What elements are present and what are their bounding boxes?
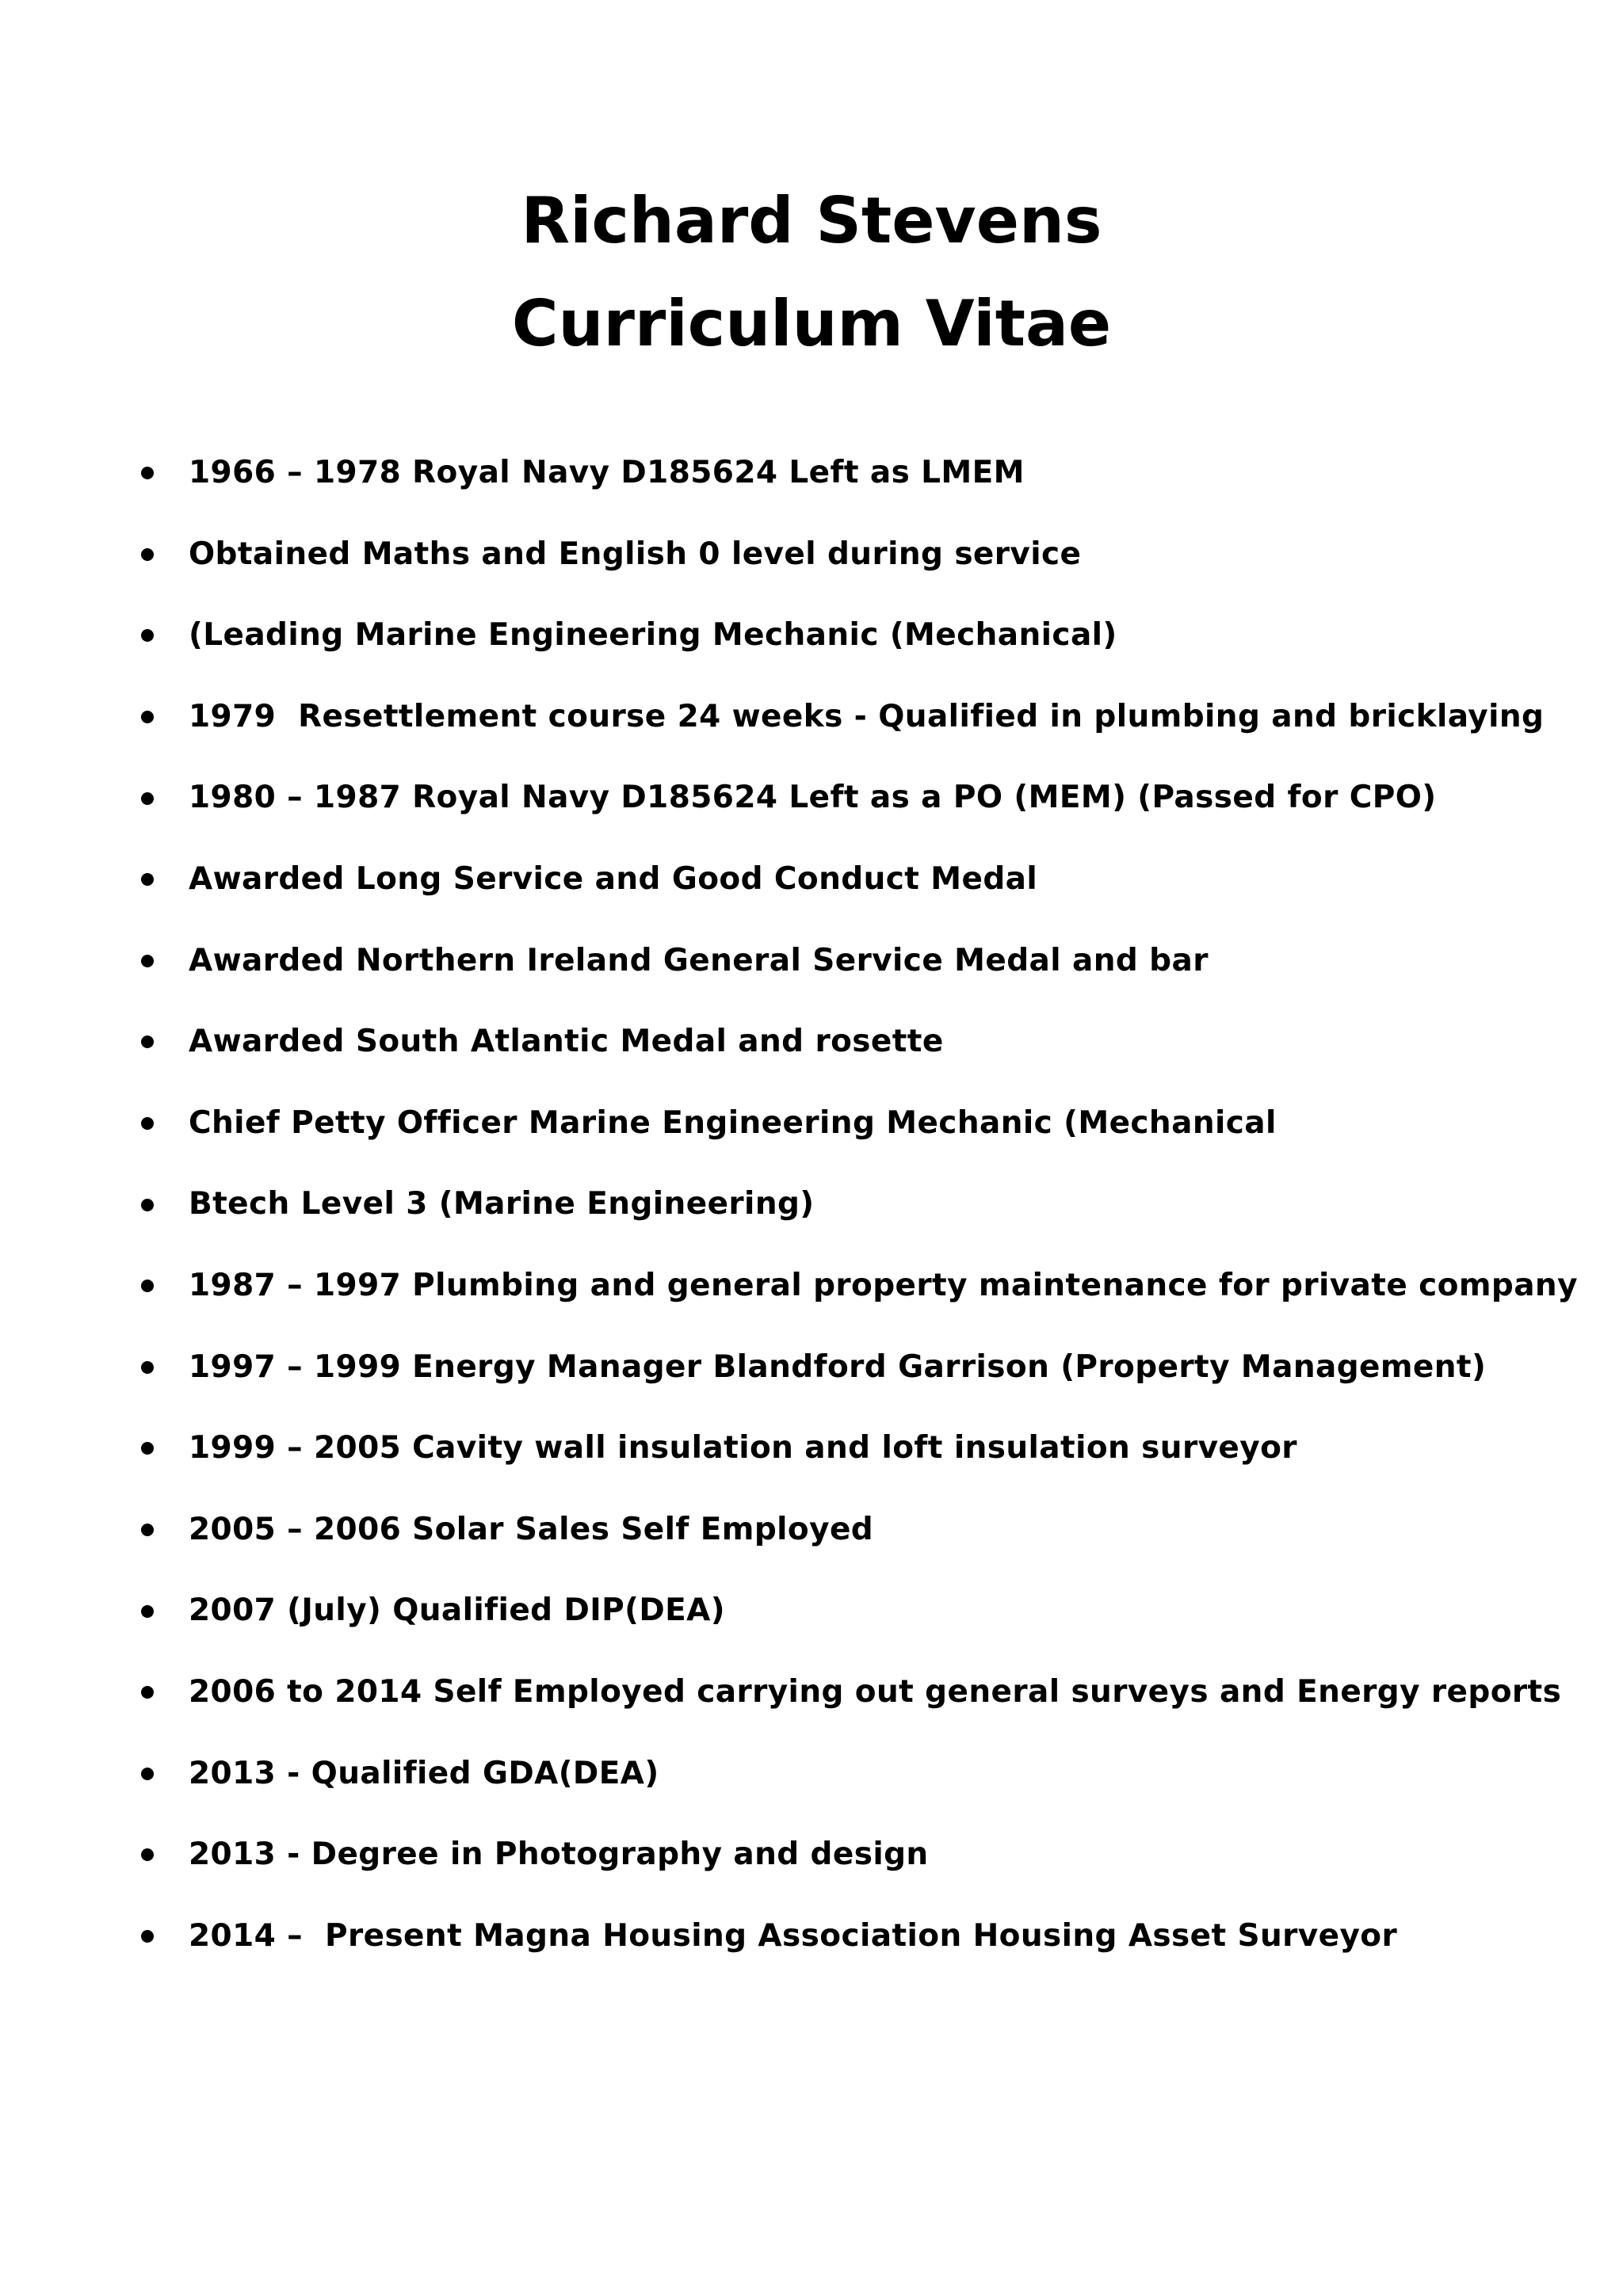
list-item-text: 1987 – 1997 Plumbing and general property maintenance for private company <box>189 1267 1578 1303</box>
bullet-icon <box>141 1733 154 1815</box>
list-item-text: Obtained Maths and English 0 level during service <box>189 536 1082 572</box>
list-item-text: 2013 - Qualified GDA(DEA) <box>189 1755 659 1791</box>
list-item-text: (Leading Marine Engineering Mechanic (Mechanical) <box>189 617 1117 654</box>
list-item-text: 1999 – 2005 Cavity wall insulation and loft insulation surveyor <box>189 1430 1297 1466</box>
title-subtitle: Curriculum Vitae <box>511 287 1112 360</box>
list-item-text: Btech Level 3 (Marine Engineering) <box>189 1186 815 1222</box>
list-item-text: Chief Petty Officer Marine Engineering Mechanic (Mechanical <box>189 1104 1277 1141</box>
bullet-icon <box>141 1164 154 1245</box>
list-item <box>0 1896 1623 1978</box>
list-item <box>0 1164 1623 1245</box>
bullet-icon <box>141 1327 154 1409</box>
list-item <box>0 921 1623 1002</box>
list-item-text: 2007 (July) Qualified DIP(DEA) <box>189 1592 725 1629</box>
bullet-icon <box>141 514 154 596</box>
list-item <box>0 1652 1623 1733</box>
list-item <box>0 433 1623 514</box>
bullet-icon <box>141 1570 154 1652</box>
bullet-icon <box>141 1408 154 1489</box>
list-item-text: 1997 – 1999 Energy Manager Blandford Garrison (Property Management) <box>189 1348 1487 1385</box>
title-name: Richard Stevens <box>521 184 1102 257</box>
list-item <box>0 514 1623 596</box>
page-title <box>0 170 1623 376</box>
list-item <box>0 1245 1623 1327</box>
cv-entry-list <box>0 433 1623 1977</box>
list-item <box>0 1733 1623 1815</box>
list-item <box>0 1083 1623 1165</box>
bullet-icon <box>141 1896 154 1978</box>
list-item <box>0 595 1623 677</box>
list-item-text: 2013 - Degree in Photography and design <box>189 1836 929 1873</box>
list-item <box>0 1408 1623 1489</box>
bullet-icon <box>141 1001 154 1083</box>
list-item <box>0 1327 1623 1409</box>
list-item-text: 2005 – 2006 Solar Sales Self Employed <box>189 1511 874 1547</box>
list-item-text: Awarded South Atlantic Medal and rosette <box>189 1024 944 1060</box>
list-item-text: Awarded Long Service and Good Conduct Medal <box>189 860 1038 897</box>
bullet-icon <box>141 595 154 677</box>
bullet-icon <box>141 433 154 514</box>
list-item <box>0 757 1623 839</box>
list-item <box>0 1001 1623 1083</box>
bullet-icon <box>141 757 154 839</box>
list-item-text: 2006 to 2014 Self Employed carrying out general surveys and Energy reports <box>189 1673 1562 1710</box>
list-item-text: 1979 Resettlement course 24 weeks - Qualified in plumbing and bricklaying <box>189 698 1545 734</box>
bullet-icon <box>141 1083 154 1165</box>
list-item <box>0 1570 1623 1652</box>
bullet-icon <box>141 921 154 1002</box>
list-item-text: 2014 – Present Magna Housing Association Housing Asset Surveyor <box>189 1917 1398 1954</box>
bullet-icon <box>141 677 154 758</box>
list-item-text: Awarded Northern Ireland General Service Medal and bar <box>189 942 1209 978</box>
bullet-icon <box>141 1814 154 1896</box>
list-item-text: 1980 – 1987 Royal Navy D185624 Left as a PO (MEM) (Passed for CPO) <box>189 780 1437 816</box>
bullet-icon <box>141 1652 154 1733</box>
list-item <box>0 677 1623 758</box>
bullet-icon <box>141 1245 154 1327</box>
list-item <box>0 839 1623 921</box>
list-item <box>0 1814 1623 1896</box>
bullet-icon <box>141 1489 154 1571</box>
bullet-icon <box>141 839 154 921</box>
list-item <box>0 1489 1623 1571</box>
list-item-text: 1966 – 1978 Royal Navy D185624 Left as LMEM <box>189 455 1025 490</box>
